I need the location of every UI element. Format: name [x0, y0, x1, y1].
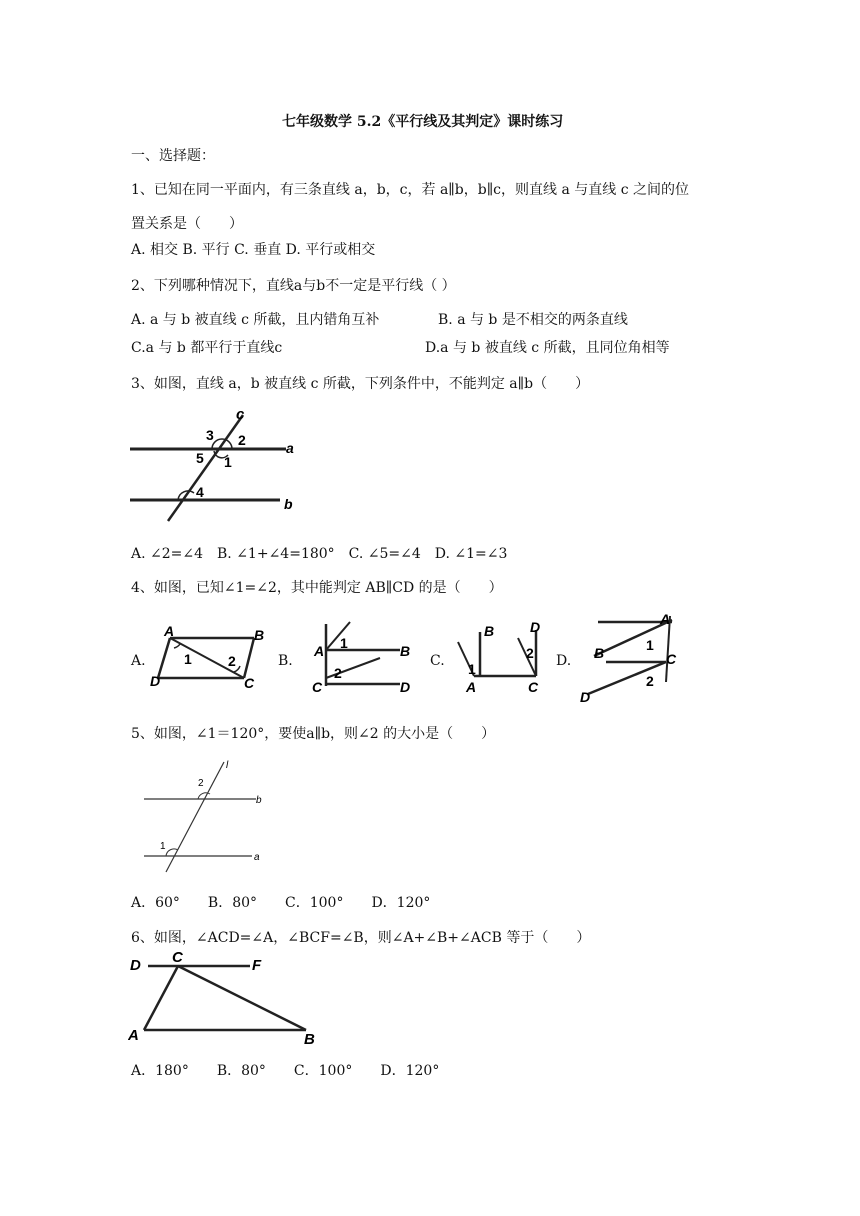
q4d-label-C: C	[666, 651, 677, 667]
q5-label-b: b	[256, 795, 262, 806]
q1-stem-line1: 1、已知在同一平面内，有三条直线 a，b，c，若 a∥b，b∥c，则直线 a 与直线 c 之间的位	[131, 182, 689, 198]
q3-options: A. ∠2=∠4 B. ∠1+∠4=180° C. ∠5=∠4 D. ∠1=∠3	[131, 546, 508, 562]
q3-label-3: 3	[206, 427, 214, 443]
q2-stem: 2、下列哪种情况下，直线a与b不一定是平行线（ ）	[131, 278, 456, 294]
q1-options: A. 相交 B. 平行 C. 垂直 D. 平行或相交	[131, 242, 376, 258]
q6-label-B: B	[304, 1031, 315, 1048]
q4c-label-A: A	[466, 679, 477, 694]
q4d-label-1: 1	[646, 637, 654, 653]
q4-option-d-label: D.	[556, 653, 572, 669]
q4c-label-B: B	[484, 623, 495, 639]
q4a-label-A: A	[164, 623, 175, 639]
q5-label-l: l	[226, 760, 229, 771]
q4-figure-a	[148, 622, 270, 690]
q3-label-b: b	[284, 496, 293, 512]
q4-figure-b	[308, 618, 420, 694]
section-heading: 一、选择题：	[131, 148, 215, 164]
q5-stem: 5、如图，∠1＝120°，要使a∥b，则∠2 的大小是（ ）	[131, 726, 496, 742]
q4d-label-A: A	[660, 611, 671, 627]
q4b-label-C: C	[312, 679, 323, 694]
q4b-label-2: 2	[334, 665, 342, 681]
q4d-label-2: 2	[646, 673, 654, 689]
q4-option-b-label: B.	[278, 653, 293, 669]
q3-label-c: c	[236, 406, 245, 423]
q4b-label-B: B	[400, 643, 411, 659]
q6-label-C: C	[172, 949, 183, 966]
q5-label-2: 2	[198, 778, 204, 789]
q4a-label-2: 2	[228, 653, 236, 669]
q4-option-a-label: A.	[131, 653, 146, 669]
q3-label-5: 5	[196, 450, 204, 466]
q2-option-a: A. a 与 b 被直线 c 所截，且内错角互补	[131, 312, 380, 328]
q4c-label-D: D	[530, 619, 541, 635]
q3-figure	[128, 405, 300, 525]
q2-option-c: C.a 与 b 都平行于直线c	[131, 340, 283, 356]
q4d-label-B: B	[594, 645, 605, 661]
q5-options: A．60° B．80° C．100° D．120°	[131, 895, 431, 911]
q2-option-d: D.a 与 b 被直线 c 所截，且同位角相等	[425, 340, 670, 356]
q4d-label-D: D	[580, 689, 591, 705]
q6-label-F: F	[252, 957, 262, 974]
q4c-label-2: 2	[526, 645, 534, 661]
q5-label-1: 1	[160, 841, 166, 852]
q6-label-D: D	[130, 957, 141, 974]
q4c-label-C: C	[528, 679, 539, 694]
q3-label-a: a	[286, 440, 294, 456]
page-title: 七年级数学 5.2《平行线及其判定》课时练习	[282, 114, 564, 130]
q5-label-a: a	[254, 852, 260, 863]
q4-stem: 4、如图，已知∠1=∠2，其中能判定 AB∥CD 的是（ ）	[131, 580, 503, 596]
q3-stem: 3、如图，直线 a，b 被直线 c 所截，下列条件中，不能判定 a∥b（ ）	[131, 376, 590, 392]
q4b-label-A: A	[314, 643, 325, 659]
q4a-label-C: C	[244, 675, 255, 690]
q3-label-1: 1	[224, 454, 232, 470]
q3-label-2: 2	[238, 432, 246, 448]
q4-figure-c	[452, 618, 552, 694]
q4c-label-1: 1	[468, 661, 476, 677]
q5-figure	[138, 756, 268, 876]
q4a-label-B: B	[254, 627, 265, 643]
q6-figure	[128, 948, 326, 1048]
q4a-label-1: 1	[184, 651, 192, 667]
q4a-label-D: D	[150, 673, 161, 689]
q6-options: A．180° B．80° C．100° D．120°	[131, 1063, 440, 1079]
q4b-label-1: 1	[340, 635, 348, 651]
q6-label-A: A	[128, 1027, 139, 1044]
q3-label-4: 4	[196, 484, 204, 500]
q1-stem-line2: 置关系是（ ）	[131, 216, 243, 232]
q2-option-b: B. a 与 b 是不相交的两条直线	[438, 312, 628, 328]
q6-stem: 6、如图，∠ACD=∠A，∠BCF=∠B，则∠A+∠B+∠ACB 等于（ ）	[131, 930, 591, 946]
q4-option-c-label: C.	[430, 653, 445, 669]
q4-figure-d	[576, 610, 686, 706]
q4b-label-D: D	[400, 679, 411, 694]
